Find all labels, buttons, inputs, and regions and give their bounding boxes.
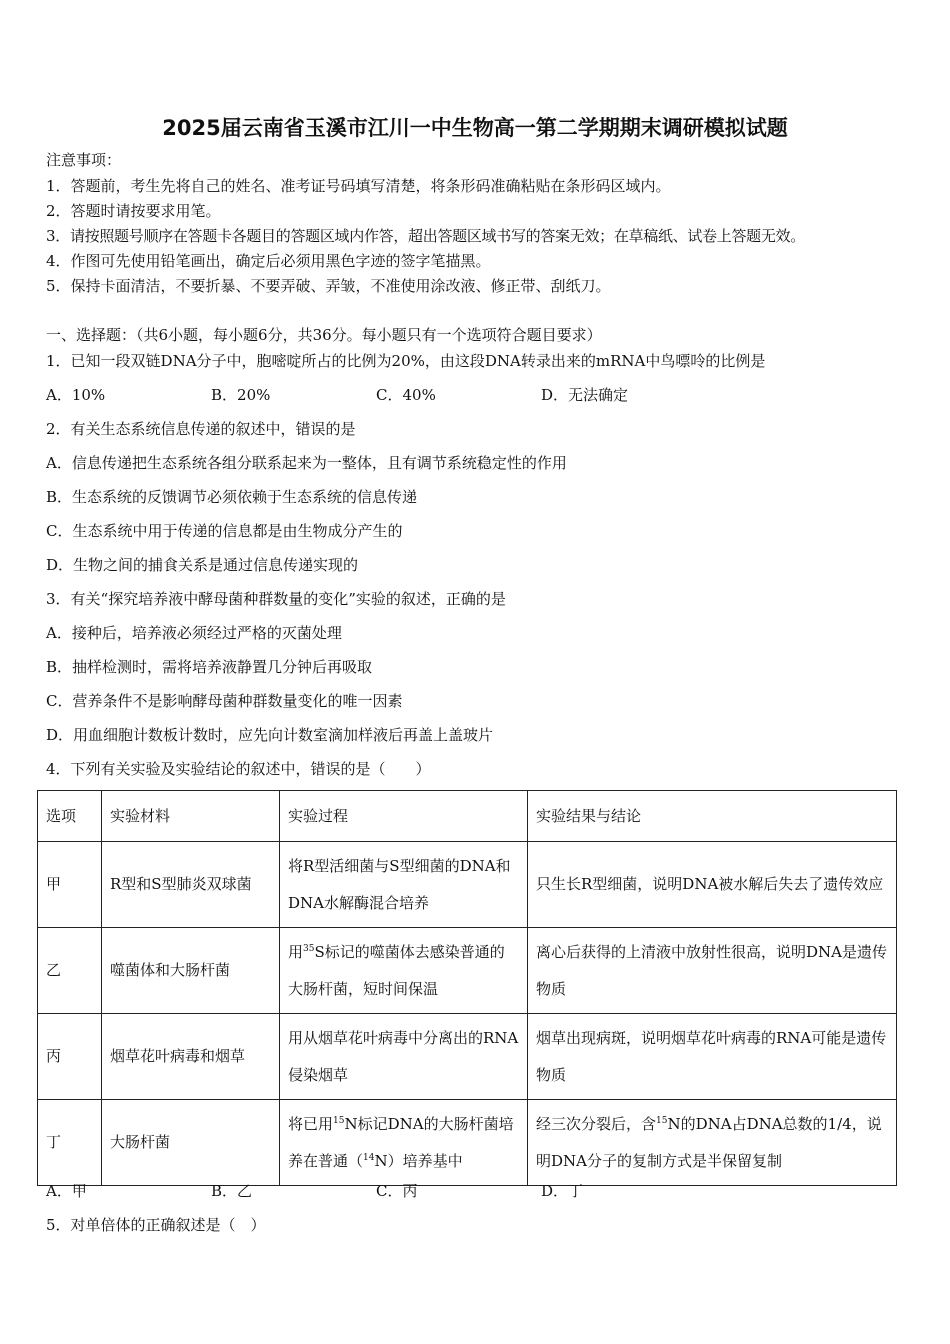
q3-option-d[interactable]: D．用血细胞计数板计数时，应先向计数室滴加样液后再盖上盖玻片 — [46, 726, 494, 744]
row-result: 离心后获得的上清液中放射性很高，说明DNA是遗传物质 — [528, 928, 897, 1014]
q1-option-d[interactable]: D．无法确定 — [541, 386, 629, 404]
q4-option-c[interactable]: C．丙 — [376, 1182, 418, 1200]
question-4-stem: 4．下列有关实验及实验结论的叙述中，错误的是（ ） — [46, 760, 431, 778]
q3-option-c[interactable]: C．营养条件不是影响酵母菌种群数量变化的唯一因素 — [46, 692, 403, 710]
experiment-table — [37, 790, 897, 1186]
q2-option-b[interactable]: B．生态系统的反馈调节必须依赖于生态系统的信息传递 — [46, 488, 418, 506]
question-1-stem: 1．已知一段双链DNA分子中，胞嘧啶所占的比例为20%，由这段DNA转录出来的mRNA中鸟嘌呤的比例是 — [46, 352, 766, 370]
table-header-cell: 实验结果与结论 — [528, 791, 897, 842]
row-result: 只生长R型细菌，说明DNA被水解后失去了遗传效应 — [528, 842, 897, 928]
q3-option-a[interactable]: A．接种后，培养液必须经过严格的灭菌处理 — [46, 624, 342, 642]
q1-option-c[interactable]: C．40% — [376, 386, 436, 404]
q2-option-c[interactable]: C．生态系统中用于传递的信息都是由生物成分产生的 — [46, 522, 403, 540]
table-row — [38, 1014, 897, 1100]
q1-option-a[interactable]: A．10% — [46, 386, 106, 404]
notice-item: 4．作图可先使用铅笔画出，确定后必须用黑色字迹的签字笔描黑。 — [46, 252, 491, 270]
notice-heading: 注意事项： — [46, 151, 122, 169]
q4-option-a[interactable]: A．甲 — [46, 1182, 87, 1200]
q4-option-b[interactable]: B．乙 — [211, 1182, 253, 1200]
row-label: 乙 — [38, 928, 102, 1014]
question-5-stem: 5．对单倍体的正确叙述是（ ） — [46, 1216, 266, 1234]
table-header-cell: 实验过程 — [280, 791, 528, 842]
row-result: 烟草出现病斑，说明烟草花叶病毒的RNA可能是遗传物质 — [528, 1014, 897, 1100]
notice-item: 1．答题前，考生先将自己的姓名、准考证号码填写清楚，将条形码准确粘贴在条形码区域内。 — [46, 177, 671, 195]
row-material: R型和S型肺炎双球菌 — [102, 842, 280, 928]
row-material: 大肠杆菌 — [102, 1100, 280, 1186]
row-label: 丙 — [38, 1014, 102, 1100]
table-header-cell: 选项 — [38, 791, 102, 842]
row-label: 甲 — [38, 842, 102, 928]
table-header-row — [38, 791, 897, 842]
row-process: 将R型活细菌与S型细菌的DNA和DNA水解酶混合培养 — [280, 842, 528, 928]
page-title: 2025届云南省玉溪市江川一中生物高一第二学期期末调研模拟试题 — [162, 116, 788, 140]
section-heading: 一、选择题：（共6小题，每小题6分，共36分。每小题只有一个选项符合题目要求） — [46, 326, 602, 344]
row-process: 将已用$^{15}$N标记DNA的大肠杆菌培养在普通（$^{14}$N）培养基中 — [280, 1100, 528, 1186]
table-row — [38, 842, 897, 928]
q4-option-d[interactable]: D．丁 — [541, 1182, 584, 1200]
table-row — [38, 1100, 897, 1186]
row-result: 经三次分裂后，含$^{15}$N的DNA占DNA总数的1/4，说明DNA分子的复制方式是半保留复制 — [528, 1100, 897, 1186]
question-2-stem: 2．有关生态系统信息传递的叙述中，错误的是 — [46, 420, 356, 438]
table-header-cell: 实验材料 — [102, 791, 280, 842]
notice-item: 5．保持卡面清洁，不要折暴、不要弄破、弄皱，不准使用涂改液、修正带、刮纸刀。 — [46, 277, 611, 295]
row-process: 用从烟草花叶病毒中分离出的RNA侵染烟草 — [280, 1014, 528, 1100]
notice-item: 2．答题时请按要求用笔。 — [46, 202, 221, 220]
question-3-stem: 3．有关“探究培养液中酵母菌种群数量的变化”实验的叙述，正确的是 — [46, 590, 506, 608]
row-process: 用$^{35}$S标记的噬菌体去感染普通的大肠杆菌，短时间保温 — [280, 928, 528, 1014]
table-row — [38, 928, 897, 1014]
notice-item: 3．请按照题号顺序在答题卡各题目的答题区域内作答，超出答题区域书写的答案无效；在草稿纸、试卷上答题无效。 — [46, 227, 805, 245]
q3-option-b[interactable]: B．抽样检测时，需将培养液静置几分钟后再吸取 — [46, 658, 373, 676]
row-label: 丁 — [38, 1100, 102, 1186]
q2-option-a[interactable]: A．信息传递把生态系统各组分联系起来为一整体，且有调节系统稳定性的作用 — [46, 454, 567, 472]
row-material: 烟草花叶病毒和烟草 — [102, 1014, 280, 1100]
row-material: 噬菌体和大肠杆菌 — [102, 928, 280, 1014]
q2-option-d[interactable]: D．生物之间的捕食关系是通过信息传递实现的 — [46, 556, 359, 574]
q1-option-b[interactable]: B．20% — [211, 386, 271, 404]
